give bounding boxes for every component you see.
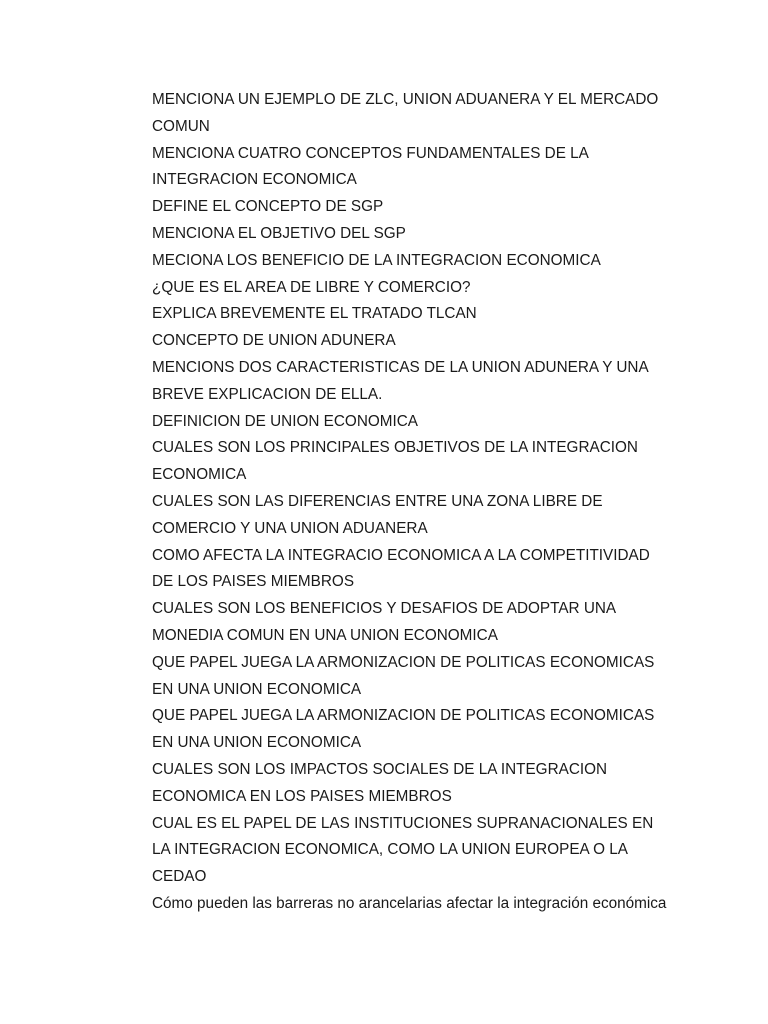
question-item: MENCIONS DOS CARACTERISTICAS DE LA UNION ADUNERA Y UNA BREVE EXPLICACION DE ELLA. — [152, 358, 648, 403]
question-item: CUALES SON LOS IMPACTOS SOCIALES DE LA INTEGRACION ECONOMICA EN LOS PAISES MIEMBROS — [152, 760, 608, 805]
question-item: MECIONA LOS BENEFICIO DE LA INTEGRACION ECONOMICA — [152, 251, 601, 269]
question-item: QUE PAPEL JUEGA LA ARMONIZACION DE POLITICAS ECONOMICAS EN UNA UNION ECONOMICA — [152, 707, 655, 752]
question-item: CUAL ES EL PAPEL DE LAS INSTITUCIONES SUPRANACIONALES EN LA INTEGRACION ECONOMICA, COMO LA UNION EUROPEA O LA CEDAO — [152, 814, 654, 886]
question-item: QUE PAPEL JUEGA LA ARMONIZACION DE POLITICAS ECONOMICAS EN UNA UNION ECONOMICA — [152, 653, 655, 698]
question-list — [152, 87, 667, 918]
question-item: MENCIONA EL OBJETIVO DEL SGP — [152, 224, 406, 242]
question-item: CUALES SON LOS BENEFICIOS Y DESAFIOS DE ADOPTAR UNA MONEDIA COMUN EN UNA UNION ECONOMICA — [152, 600, 616, 644]
question-item: CUALES SON LOS PRINCIPALES OBJETIVOS DE LA INTEGRACION ECONOMICA — [152, 439, 638, 484]
question-item: DEFINE EL CONCEPTO DE SGP — [152, 198, 384, 216]
question-item: ¿QUE ES EL AREA DE LIBRE Y COMERCIO? — [152, 278, 471, 296]
question-item: EXPLICA BREVEMENTE EL TRATADO TLCAN — [152, 305, 477, 323]
question-item: MENCIONA UN EJEMPLO DE ZLC, UNION ADUANERA Y EL MERCADO COMUN — [152, 91, 659, 135]
question-item: DEFINICION DE UNION ECONOMICA — [152, 412, 419, 430]
question-item: CUALES SON LAS DIFERENCIAS ENTRE UNA ZONA LIBRE DE COMERCIO Y UNA UNION ADUANERA — [152, 492, 603, 537]
question-item: COMO AFECTA LA INTEGRACIO ECONOMICA A LA COMPETITIVIDAD DE LOS PAISES MIEMBROS — [152, 546, 650, 591]
question-item: Cómo pueden las barreras no arancelarias afectar la integración económica — [152, 894, 667, 912]
question-item: MENCIONA CUATRO CONCEPTOS FUNDAMENTALES DE LA INTEGRACION ECONOMICA — [152, 144, 589, 189]
question-item: CONCEPTO DE UNION ADUNERA — [152, 332, 396, 350]
